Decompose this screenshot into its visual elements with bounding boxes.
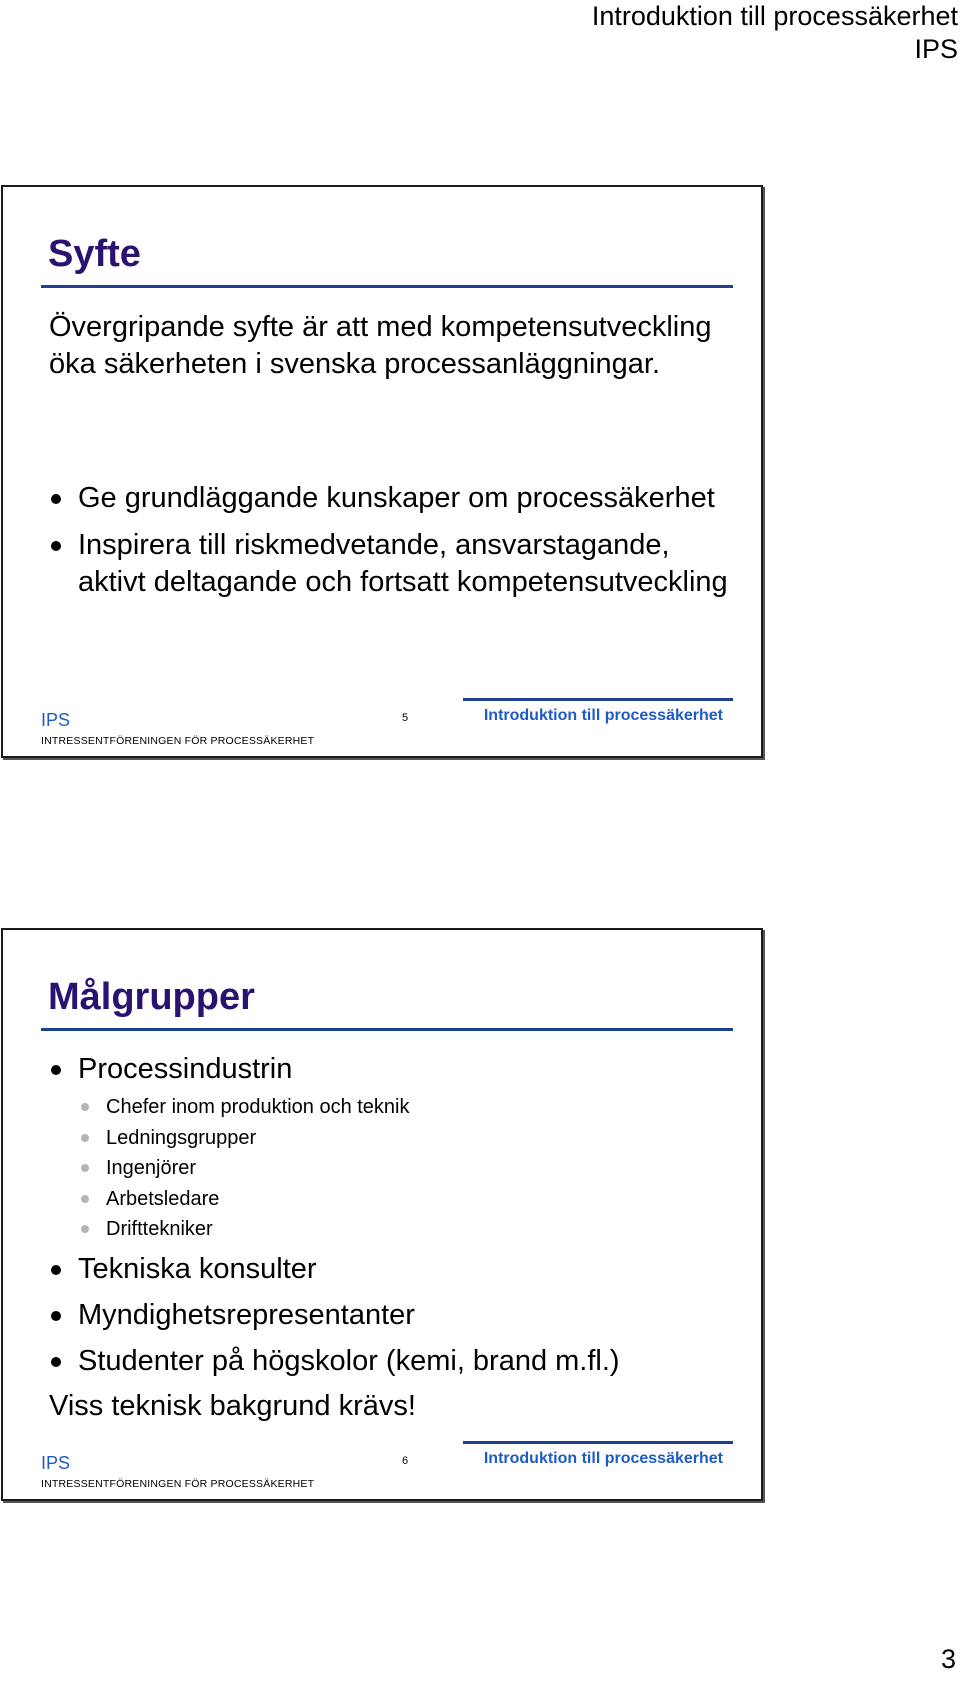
bullet-dot-icon xyxy=(51,1357,61,1367)
bullet-list xyxy=(49,1051,739,1380)
bullet-list xyxy=(49,480,739,611)
slide-title: Syfte xyxy=(48,233,141,275)
title-divider xyxy=(41,1028,733,1031)
bullet-item xyxy=(49,1051,739,1245)
sub-bullet-item xyxy=(78,1092,739,1123)
sub-bullet-dot-icon xyxy=(81,1225,89,1233)
closing-note: Viss teknisk bakgrund krävs! xyxy=(49,1390,416,1422)
slide-number: 5 xyxy=(402,712,409,724)
footer-org-name: INTRESSENTFÖRENINGEN FÖR PROCESSÄKERHET xyxy=(41,735,315,747)
sub-bullet-item xyxy=(78,1184,739,1215)
bullet-text: Myndighetsrepresentanter xyxy=(78,1298,415,1331)
bullet-item xyxy=(49,1251,739,1288)
sub-bullet-text: Ledningsgrupper xyxy=(106,1126,257,1149)
sub-bullet-dot-icon xyxy=(81,1134,89,1142)
slide-intro-text: Övergripande syfte är att med kompetensutveckling öka säkerheten i svenska processanläggningar. xyxy=(49,311,712,380)
sub-bullet-text: Chefer inom produktion och teknik xyxy=(106,1096,410,1118)
bullet-dot-icon xyxy=(51,1065,61,1075)
sub-bullet-text: Arbetsledare xyxy=(106,1187,220,1210)
page-header xyxy=(592,0,958,66)
bullet-item xyxy=(49,480,739,517)
bullet-text: Ge grundläggande kunskaper om processäkerhet xyxy=(78,482,715,514)
bullet-text: Studenter på högskolor (kemi, brand m.fl.) xyxy=(78,1344,620,1377)
footer-course-title: Introduktion till processäkerhet xyxy=(483,1450,723,1467)
bullet-item xyxy=(49,527,739,601)
sub-bullet-dot-icon xyxy=(81,1164,89,1172)
sub-bullet-dot-icon xyxy=(81,1195,89,1203)
bullet-dot-icon xyxy=(51,1265,61,1275)
footer-org-name: INTRESSENTFÖRENINGEN FÖR PROCESSÄKERHET xyxy=(41,1478,315,1490)
bullet-dot-icon xyxy=(51,1311,61,1321)
footer-logo: IPS xyxy=(41,1453,71,1473)
footer-logo: IPS xyxy=(41,710,71,730)
page-number: 3 xyxy=(940,1644,956,1674)
bullet-dot-icon xyxy=(51,494,61,504)
footer-course-title: Introduktion till processäkerhet xyxy=(483,707,723,724)
bullet-text: Processindustrin xyxy=(78,1053,293,1085)
slide-number: 6 xyxy=(402,1455,409,1467)
bullet-item xyxy=(49,1343,739,1380)
sub-bullet-text: Ingenjörer xyxy=(106,1157,197,1179)
sub-bullet-list xyxy=(78,1092,739,1245)
bullet-item xyxy=(49,1297,739,1334)
footer-divider xyxy=(463,1441,733,1444)
slide-title: Målgrupper xyxy=(48,976,255,1018)
sub-bullet-item xyxy=(78,1123,739,1154)
title-divider xyxy=(41,285,733,288)
header-org: IPS xyxy=(914,34,958,64)
slide-syfte xyxy=(1,185,763,758)
bullet-dot-icon xyxy=(51,541,61,551)
header-course-title: Introduktion till processäkerhet xyxy=(591,1,958,31)
sub-bullet-dot-icon xyxy=(81,1103,89,1111)
sub-bullet-text: Drifttekniker xyxy=(106,1218,213,1240)
sub-bullet-item xyxy=(78,1153,739,1184)
bullet-text: Inspirera till riskmedvetande, ansvarstagande, aktivt deltagande och fortsatt kompetensutveckling xyxy=(78,529,728,598)
slide-malgrupper xyxy=(1,928,763,1501)
bullet-text: Tekniska konsulter xyxy=(78,1252,317,1285)
footer-divider xyxy=(463,698,733,701)
sub-bullet-item xyxy=(78,1214,739,1245)
